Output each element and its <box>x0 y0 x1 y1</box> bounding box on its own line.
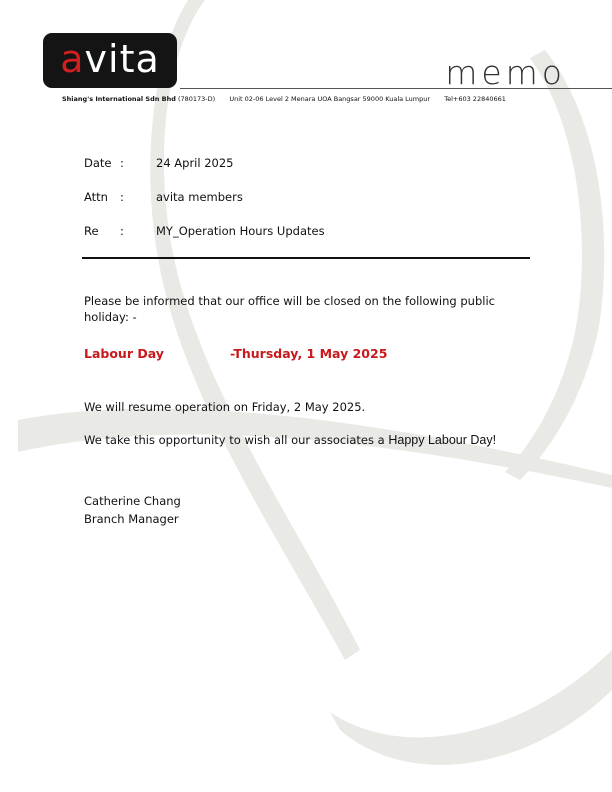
swoosh-arc-right <box>505 50 604 480</box>
attn-value: avita members <box>156 190 243 204</box>
memo-title: memo <box>445 53 566 92</box>
company-reg: (780173-D) <box>177 95 216 103</box>
attn-colon: : <box>120 190 124 204</box>
swoosh-arc-lower <box>330 650 612 765</box>
holiday-name: Labour Day <box>84 346 164 361</box>
greeting-paragraph <box>84 432 530 448</box>
holiday-date: -Thursday, 1 May 2025 <box>230 346 388 361</box>
avita-logo <box>43 33 177 88</box>
company-info-line <box>62 95 506 104</box>
greeting-highlight: Happy Labour Day! <box>388 433 497 447</box>
re-value: MY_Operation Hours Updates <box>156 224 325 238</box>
memo-title-underline <box>180 88 612 89</box>
attn-label: Attn <box>84 190 108 204</box>
header-divider <box>82 257 530 259</box>
date-value: 24 April 2025 <box>156 156 234 170</box>
date-label: Date <box>84 156 112 170</box>
logo-letters-vita: vita <box>84 37 160 81</box>
logo-wordmark <box>43 37 177 81</box>
signatory-name: Catherine Chang <box>84 494 181 508</box>
greeting-prefix: We take this opportunity to wish all our associates a <box>84 433 385 447</box>
resume-paragraph: We will resume operation on Friday, 2 May 2025. <box>84 400 366 414</box>
re-label: Re <box>84 224 99 238</box>
date-colon: : <box>120 156 124 170</box>
signatory-title: Branch Manager <box>84 512 179 526</box>
logo-letter-a: a <box>60 37 85 81</box>
company-tel: Tel+603 22840661 <box>444 95 506 103</box>
company-address: Unit 02-06 Level 2 Menara UOA Bangsar 59000 Kuala Lumpur <box>229 95 431 103</box>
intro-paragraph: Please be informed that our office will be closed on the following public holiday: - <box>84 294 495 324</box>
re-colon: : <box>120 224 124 238</box>
company-name: Shiang's International Sdn Bhd <box>62 95 176 103</box>
